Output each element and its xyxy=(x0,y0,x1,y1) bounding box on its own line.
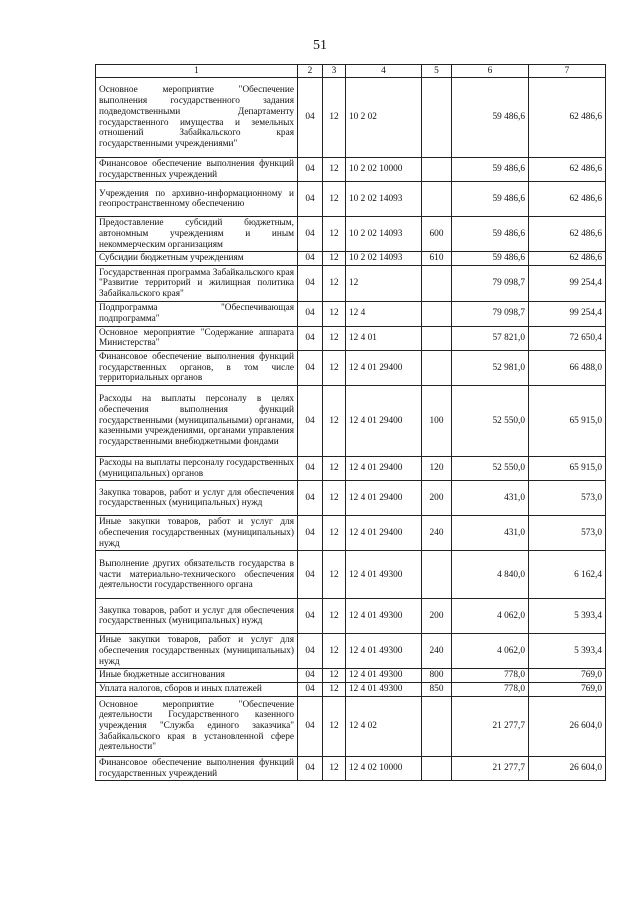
amount-year2-cell: 66 488,0 xyxy=(529,350,606,385)
amount-year1-cell: 52 550,0 xyxy=(452,385,529,456)
target-article-cell: 12 xyxy=(346,266,422,302)
expense-type-cell: 100 xyxy=(422,385,452,456)
amount-year1-cell: 21 277,7 xyxy=(452,696,529,756)
subsection-cell: 12 xyxy=(323,182,346,217)
target-article-cell: 10 2 02 14093 xyxy=(346,182,422,217)
amount-year2-cell: 72 650,4 xyxy=(529,326,606,350)
expense-type-cell: 610 xyxy=(422,252,452,266)
table-row xyxy=(96,326,606,350)
section-cell: 04 xyxy=(298,252,323,266)
subsection-cell: 12 xyxy=(323,696,346,756)
section-cell: 04 xyxy=(298,158,323,182)
target-article-cell: 12 4 01 49300 xyxy=(346,634,422,669)
amount-year1-cell: 778,0 xyxy=(452,669,529,683)
table-row xyxy=(96,302,606,326)
section-cell: 04 xyxy=(298,456,323,480)
amount-year1-cell: 79 098,7 xyxy=(452,266,529,302)
amount-year1-cell: 59 486,6 xyxy=(452,78,529,158)
subsection-cell: 12 xyxy=(323,252,346,266)
amount-year1-cell: 52 550,0 xyxy=(452,456,529,480)
section-cell: 04 xyxy=(298,516,323,551)
row-name-cell: Государственная программа Забайкальского края "Развитие территорий и жилищная политика Забайкальского края" xyxy=(96,266,298,302)
subsection-cell: 12 xyxy=(323,78,346,158)
section-cell: 04 xyxy=(298,551,323,599)
amount-year1-cell: 59 486,6 xyxy=(452,252,529,266)
row-name-cell: Иные закупки товаров, работ и услуг для обеспечения государственных (муниципальных) нужд xyxy=(96,516,298,551)
amount-year2-cell: 62 486,6 xyxy=(529,252,606,266)
amount-year2-cell: 99 254,4 xyxy=(529,302,606,326)
amount-year2-cell: 62 486,6 xyxy=(529,182,606,217)
table-row xyxy=(96,217,606,252)
subsection-cell: 12 xyxy=(323,217,346,252)
header-cell: 4 xyxy=(346,65,422,78)
section-cell: 04 xyxy=(298,599,323,634)
expense-type-cell: 240 xyxy=(422,634,452,669)
row-name-cell: Выполнение других обязательств государства в части материально-технического обеспечения деятельности государственного органа xyxy=(96,551,298,599)
table-row xyxy=(96,599,606,634)
amount-year1-cell: 431,0 xyxy=(452,516,529,551)
amount-year1-cell: 4 840,0 xyxy=(452,551,529,599)
subsection-cell: 12 xyxy=(323,456,346,480)
table-row xyxy=(96,696,606,756)
expense-type-cell: 200 xyxy=(422,599,452,634)
section-cell: 04 xyxy=(298,78,323,158)
row-name-cell: Иные бюджетные ассигнования xyxy=(96,669,298,683)
amount-year2-cell: 6 162,4 xyxy=(529,551,606,599)
amount-year1-cell: 57 821,0 xyxy=(452,326,529,350)
amount-year2-cell: 65 915,0 xyxy=(529,456,606,480)
subsection-cell: 12 xyxy=(323,634,346,669)
subsection-cell: 12 xyxy=(323,158,346,182)
target-article-cell: 12 4 01 29400 xyxy=(346,385,422,456)
expense-type-cell: 850 xyxy=(422,683,452,697)
amount-year1-cell: 21 277,7 xyxy=(452,756,529,780)
row-name-cell: Иные закупки товаров, работ и услуг для обеспечения государственных (муниципальных) нужд xyxy=(96,634,298,669)
target-article-cell: 12 4 01 29400 xyxy=(346,350,422,385)
table-row xyxy=(96,456,606,480)
row-name-cell: Финансовое обеспечение выполнения функций государственных органов, в том числе территориальных органов xyxy=(96,350,298,385)
amount-year1-cell: 59 486,6 xyxy=(452,182,529,217)
amount-year2-cell: 5 393,4 xyxy=(529,599,606,634)
table-row xyxy=(96,182,606,217)
table-row xyxy=(96,158,606,182)
row-name-cell: Предоставление субсидий бюджетным, автономным учреждениям и иным некоммерческим организациям xyxy=(96,217,298,252)
amount-year2-cell: 769,0 xyxy=(529,669,606,683)
subsection-cell: 12 xyxy=(323,302,346,326)
section-cell: 04 xyxy=(298,756,323,780)
header-cell: 7 xyxy=(529,65,606,78)
section-cell: 04 xyxy=(298,266,323,302)
amount-year1-cell: 52 981,0 xyxy=(452,350,529,385)
subsection-cell: 12 xyxy=(323,266,346,302)
section-cell: 04 xyxy=(298,481,323,516)
subsection-cell: 12 xyxy=(323,551,346,599)
amount-year2-cell: 62 486,6 xyxy=(529,78,606,158)
target-article-cell: 12 4 01 29400 xyxy=(346,516,422,551)
subsection-cell: 12 xyxy=(323,516,346,551)
row-name-cell: Подпрограмма "Обеспечивающая подпрограмма" xyxy=(96,302,298,326)
subsection-cell: 12 xyxy=(323,756,346,780)
expense-type-cell xyxy=(422,551,452,599)
target-article-cell: 12 4 01 xyxy=(346,326,422,350)
amount-year2-cell: 769,0 xyxy=(529,683,606,697)
amount-year2-cell: 62 486,6 xyxy=(529,158,606,182)
expense-type-cell xyxy=(422,302,452,326)
header-cell: 5 xyxy=(422,65,452,78)
target-article-cell: 10 2 02 14093 xyxy=(346,217,422,252)
amount-year1-cell: 431,0 xyxy=(452,481,529,516)
row-name-cell: Учреждения по архивно-информационному и геопространственному обеспечению xyxy=(96,182,298,217)
expense-type-cell xyxy=(422,158,452,182)
subsection-cell: 12 xyxy=(323,350,346,385)
row-name-cell: Уплата налогов, сборов и иных платежей xyxy=(96,683,298,697)
table-row xyxy=(96,634,606,669)
section-cell: 04 xyxy=(298,182,323,217)
table-row xyxy=(96,350,606,385)
row-name-cell: Финансовое обеспечение выполнения функций государственных учреждений xyxy=(96,158,298,182)
amount-year2-cell: 26 604,0 xyxy=(529,756,606,780)
amount-year1-cell: 59 486,6 xyxy=(452,217,529,252)
table-row xyxy=(96,385,606,456)
row-name-cell: Финансовое обеспечение выполнения функций государственных учреждений xyxy=(96,756,298,780)
target-article-cell: 12 4 01 49300 xyxy=(346,683,422,697)
expense-type-cell xyxy=(422,350,452,385)
target-article-cell: 12 4 02 xyxy=(346,696,422,756)
amount-year1-cell: 4 062,0 xyxy=(452,634,529,669)
table-row xyxy=(96,756,606,780)
section-cell: 04 xyxy=(298,696,323,756)
section-cell: 04 xyxy=(298,385,323,456)
expense-type-cell xyxy=(422,696,452,756)
target-article-cell: 10 2 02 xyxy=(346,78,422,158)
target-article-cell: 10 2 02 10000 xyxy=(346,158,422,182)
row-name-cell: Основное мероприятие "Обеспечение выполнения государственного задания подведомственными Департаменту государственного имущества и земельных отношений Забайкальского края государственными учреждениями" xyxy=(96,78,298,158)
table-header-row xyxy=(96,65,606,78)
expense-type-cell: 240 xyxy=(422,516,452,551)
expense-type-cell: 120 xyxy=(422,456,452,480)
target-article-cell: 12 4 01 29400 xyxy=(346,481,422,516)
amount-year2-cell: 99 254,4 xyxy=(529,266,606,302)
amount-year2-cell: 65 915,0 xyxy=(529,385,606,456)
subsection-cell: 12 xyxy=(323,481,346,516)
subsection-cell: 12 xyxy=(323,326,346,350)
table-row xyxy=(96,481,606,516)
row-name-cell: Закупка товаров, работ и услуг для обеспечения государственных (муниципальных) нужд xyxy=(96,481,298,516)
expense-type-cell xyxy=(422,182,452,217)
expense-type-cell xyxy=(422,78,452,158)
expense-type-cell xyxy=(422,266,452,302)
table-row xyxy=(96,551,606,599)
header-cell: 1 xyxy=(96,65,298,78)
amount-year1-cell: 4 062,0 xyxy=(452,599,529,634)
target-article-cell: 12 4 01 49300 xyxy=(346,599,422,634)
section-cell: 04 xyxy=(298,669,323,683)
amount-year2-cell: 62 486,6 xyxy=(529,217,606,252)
expense-type-cell xyxy=(422,326,452,350)
section-cell: 04 xyxy=(298,217,323,252)
row-name-cell: Расходы на выплаты персоналу государственных (муниципальных) органов xyxy=(96,456,298,480)
table-row xyxy=(96,266,606,302)
amount-year1-cell: 778,0 xyxy=(452,683,529,697)
table-row xyxy=(96,252,606,266)
target-article-cell: 12 4 01 49300 xyxy=(346,551,422,599)
section-cell: 04 xyxy=(298,683,323,697)
row-name-cell: Субсидии бюджетным учреждениям xyxy=(96,252,298,266)
section-cell: 04 xyxy=(298,350,323,385)
expense-type-cell: 200 xyxy=(422,481,452,516)
subsection-cell: 12 xyxy=(323,599,346,634)
header-cell: 6 xyxy=(452,65,529,78)
expense-type-cell xyxy=(422,756,452,780)
target-article-cell: 12 4 01 49300 xyxy=(346,669,422,683)
target-article-cell: 12 4 xyxy=(346,302,422,326)
amount-year2-cell: 26 604,0 xyxy=(529,696,606,756)
amount-year1-cell: 79 098,7 xyxy=(452,302,529,326)
header-cell: 3 xyxy=(323,65,346,78)
table-row xyxy=(96,516,606,551)
table-row xyxy=(96,78,606,158)
budget-table xyxy=(95,64,606,781)
row-name-cell: Основное мероприятие "Обеспечение деятельности Государственного казенного учреждения "Служба единого заказчика" Забайкальского края в установленной сфере деятельности" xyxy=(96,696,298,756)
row-name-cell: Расходы на выплаты персоналу в целях обеспечения выполнения функций государственными (муниципальными) органами, казенными учреждениями, органами управления государственными внебюджетными фондами xyxy=(96,385,298,456)
subsection-cell: 12 xyxy=(323,683,346,697)
section-cell: 04 xyxy=(298,302,323,326)
target-article-cell: 10 2 02 14093 xyxy=(346,252,422,266)
target-article-cell: 12 4 01 29400 xyxy=(346,456,422,480)
amount-year2-cell: 573,0 xyxy=(529,481,606,516)
expense-type-cell: 800 xyxy=(422,669,452,683)
row-name-cell: Закупка товаров, работ и услуг для обеспечения государственных (муниципальных) нужд xyxy=(96,599,298,634)
subsection-cell: 12 xyxy=(323,385,346,456)
table-row xyxy=(96,683,606,697)
amount-year1-cell: 59 486,6 xyxy=(452,158,529,182)
subsection-cell: 12 xyxy=(323,669,346,683)
target-article-cell: 12 4 02 10000 xyxy=(346,756,422,780)
row-name-cell: Основное мероприятие "Содержание аппарата Министерства" xyxy=(96,326,298,350)
expense-type-cell: 600 xyxy=(422,217,452,252)
header-cell: 2 xyxy=(298,65,323,78)
page-number: 51 xyxy=(313,38,327,53)
amount-year2-cell: 573,0 xyxy=(529,516,606,551)
section-cell: 04 xyxy=(298,326,323,350)
table-row xyxy=(96,669,606,683)
section-cell: 04 xyxy=(298,634,323,669)
amount-year2-cell: 5 393,4 xyxy=(529,634,606,669)
